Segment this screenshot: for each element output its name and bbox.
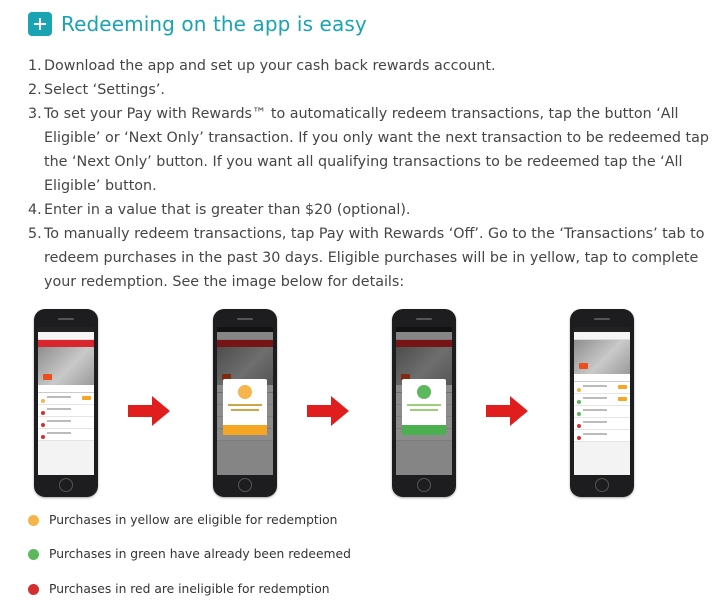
phone-screen xyxy=(38,327,94,475)
section-header xyxy=(28,12,367,36)
legend-red xyxy=(28,582,330,596)
steps-list xyxy=(28,54,718,294)
phone-screenshot-4 xyxy=(570,309,634,497)
legend-text: Purchases in yellow are eligible for redemption xyxy=(49,513,338,527)
confirmation-modal xyxy=(402,379,446,435)
arrow-right-icon xyxy=(307,396,349,426)
redeem-modal xyxy=(223,379,267,435)
phone-screen xyxy=(217,327,273,475)
step-item xyxy=(28,78,718,102)
arrow-right-icon xyxy=(486,396,528,426)
plus-icon[interactable] xyxy=(28,12,52,36)
red-dot-icon xyxy=(28,584,39,595)
legend-text: Purchases in red are ineligible for redemption xyxy=(49,582,330,596)
phone-screenshot-2 xyxy=(213,309,277,497)
step-text: Download the app and set up your cash back rewards account. xyxy=(44,58,496,74)
phone-screenshot-3 xyxy=(392,309,456,497)
phone-screen xyxy=(396,327,452,475)
step-item xyxy=(28,198,718,222)
step-text: Enter in a value that is greater than $20 (optional). xyxy=(44,202,411,218)
step-text: To manually redeem transactions, tap Pay with Rewards ‘Off’. Go to the ‘Transactions’ tab to redeem purchases in the past 30 days. Eligible purchases will be in yellow, tap to complete your redemption. See the image below for details: xyxy=(44,226,705,290)
phone-screen xyxy=(574,327,630,475)
step-number: 4. xyxy=(28,202,42,218)
phone-screenshots-row xyxy=(0,305,726,505)
legend-text: Purchases in green have already been redeemed xyxy=(49,547,351,561)
green-dot-icon xyxy=(28,549,39,560)
step-text: Select ‘Settings’. xyxy=(44,82,165,98)
step-number: 3. xyxy=(28,106,42,122)
step-number: 5. xyxy=(28,226,42,242)
legend-yellow xyxy=(28,513,337,527)
yellow-dot-icon xyxy=(28,515,39,526)
step-number: 1. xyxy=(28,58,42,74)
step-number: 2. xyxy=(28,82,42,98)
step-text: To set your Pay with Rewards™ to automatically redeem transactions, tap the button ‘All Eligible’ or ‘Next Only’ transaction. If you only want the next transaction to be redeemed tap the ‘Next Only’ button. If you want all qualifying transactions to be redeemed tap the ‘All Eligible’ button. xyxy=(44,106,709,194)
legend-green xyxy=(28,547,351,561)
arrow-right-icon xyxy=(128,396,170,426)
step-item xyxy=(28,54,718,78)
section-title: Redeeming on the app is easy xyxy=(61,12,367,36)
step-item xyxy=(28,102,718,198)
step-item xyxy=(28,222,718,294)
phone-screenshot-1 xyxy=(34,309,98,497)
